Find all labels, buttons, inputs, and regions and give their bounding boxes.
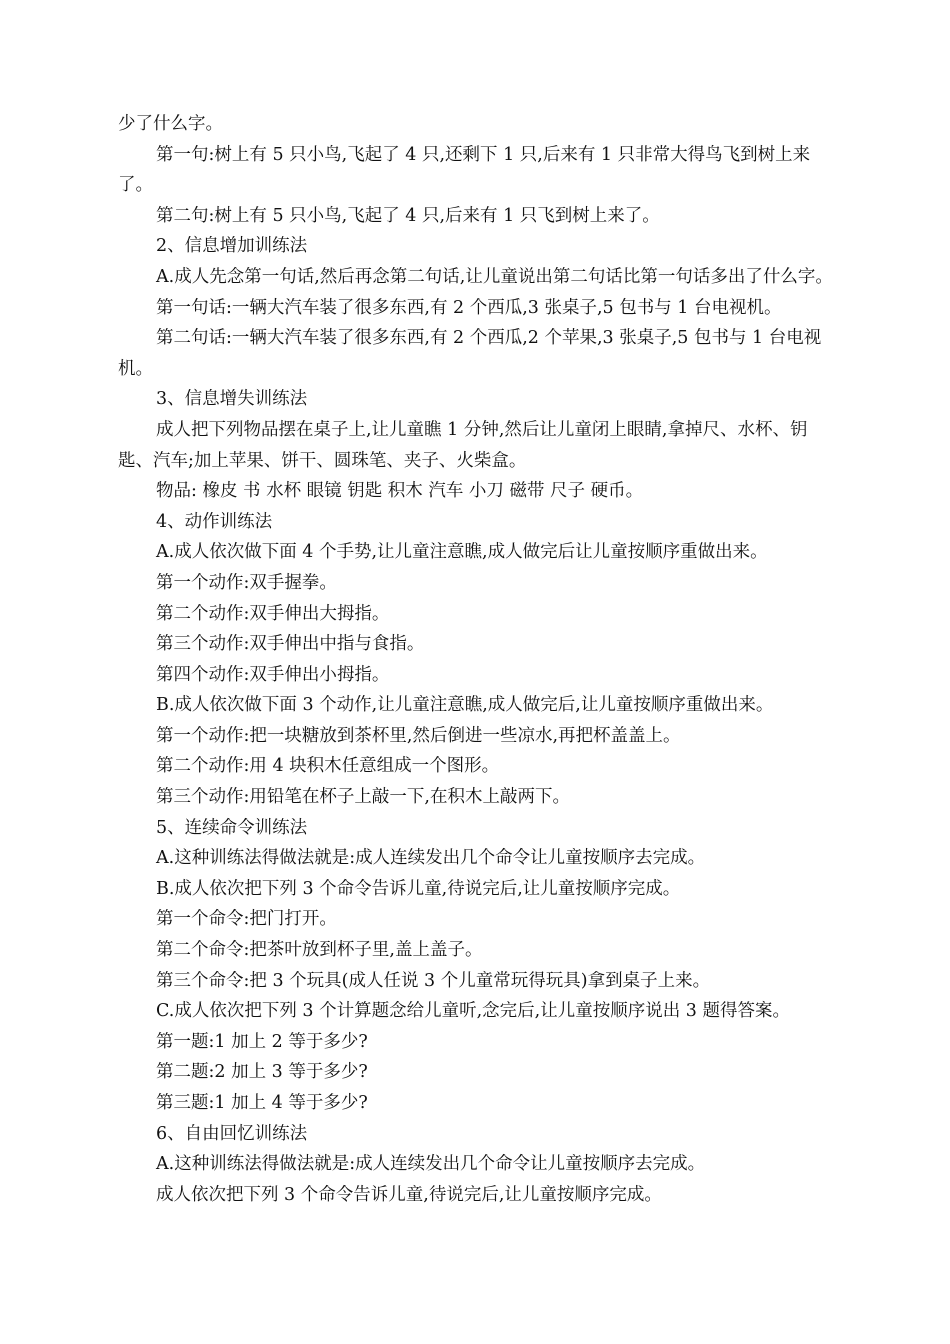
paragraph: 成人把下列物品摆在桌子上,让儿童瞧 1 分钟,然后让儿童闭上眼睛,拿掉尺、水杯、钥匙、汽车;加上苹果、饼干、圆珠笔、夹子、火柴盒。: [118, 419, 808, 471]
paragraph: 第二个动作:用 4 块积木任意组成一个图形。: [156, 756, 500, 777]
paragraph: 第二句话:一辆大汽车装了很多东西,有 2 个西瓜,2 个苹果,3 张桌子,5 包书与 1 台电视机。: [118, 328, 822, 379]
paragraph: B.成人依次把下列 3 个命令告诉儿童,待说完后,让儿童按顺序完成。: [156, 878, 681, 899]
section-heading: 4、动作训练法: [156, 511, 273, 532]
paragraph: 第二题:2 加上 3 等于多少?: [156, 1062, 368, 1083]
paragraph: A.这种训练法得做法就是:成人连续发出几个命令让儿童按顺序去完成。: [156, 848, 706, 869]
paragraph: 第一题:1 加上 2 等于多少?: [156, 1031, 368, 1052]
paragraph: C.成人依次把下列 3 个计算题念给儿童听,念完后,让儿童按顺序说出 3 题得答案。: [156, 1001, 790, 1022]
paragraph: A.成人依次做下面 4 个手势,让儿童注意瞧,成人做完后让儿童按顺序重做出来。: [156, 542, 768, 563]
paragraph: B.成人依次做下面 3 个动作,让儿童注意瞧,成人做完后,让儿童按顺序重做出来。: [156, 695, 774, 716]
paragraph: 少了什么字。: [118, 114, 223, 134]
paragraph: 第三个动作:双手伸出中指与食指。: [156, 634, 425, 655]
paragraph: 第三个动作:用铅笔在杯子上敲一下,在积木上敲两下。: [156, 787, 570, 808]
paragraph: 成人依次把下列 3 个命令告诉儿童,待说完后,让儿童按顺序完成。: [156, 1184, 662, 1205]
section-heading: 6、自由回忆训练法: [156, 1123, 308, 1144]
paragraph: A.这种训练法得做法就是:成人连续发出几个命令让儿童按顺序去完成。: [156, 1154, 706, 1175]
paragraph: 第二句:树上有 5 只小鸟,飞起了 4 只,后来有 1 只飞到树上来了。: [156, 205, 660, 226]
paragraph: A.成人先念第一句话,然后再念第二句话,让儿童说出第二句话比第一句话多出了什么字。: [156, 266, 833, 287]
paragraph: 第一个动作:双手握拳。: [156, 572, 337, 593]
paragraph: 第二个命令:把茶叶放到杯子里,盖上盖子。: [156, 940, 483, 961]
paragraph: 第三题:1 加上 4 等于多少?: [156, 1093, 368, 1113]
section-heading: 5、连续命令训练法: [156, 817, 308, 838]
paragraph: 第一句话:一辆大汽车装了很多东西,有 2 个西瓜,3 张桌子,5 包书与 1 台电视机。: [156, 297, 782, 318]
section-heading: 2、信息增加训练法: [156, 236, 308, 257]
paragraph: 第四个动作:双手伸出小拇指。: [156, 664, 390, 685]
document-body: [118, 109, 834, 1210]
paragraph: 第二个动作:双手伸出大拇指。: [156, 603, 390, 624]
paragraph: 第一个动作:把一块糖放到茶杯里,然后倒进一些凉水,再把杯盖盖上。: [156, 725, 681, 746]
paragraph: 第一句:树上有 5 只小鸟,飞起了 4 只,还剩下 1 只,后来有 1 只非常大得鸟飞到树上来了。: [118, 144, 811, 196]
section-heading: 3、信息增失训练法: [156, 389, 308, 410]
paragraph: 第三个命令:把 3 个玩具(成人任说 3 个儿童常玩得玩具)拿到桌子上来。: [156, 970, 711, 991]
paragraph: 第一个命令:把门打开。: [156, 909, 337, 930]
paragraph: 物品: 橡皮 书 水杯 眼镜 钥匙 积木 汽车 小刀 磁带 尺子 硬币。: [156, 481, 644, 502]
